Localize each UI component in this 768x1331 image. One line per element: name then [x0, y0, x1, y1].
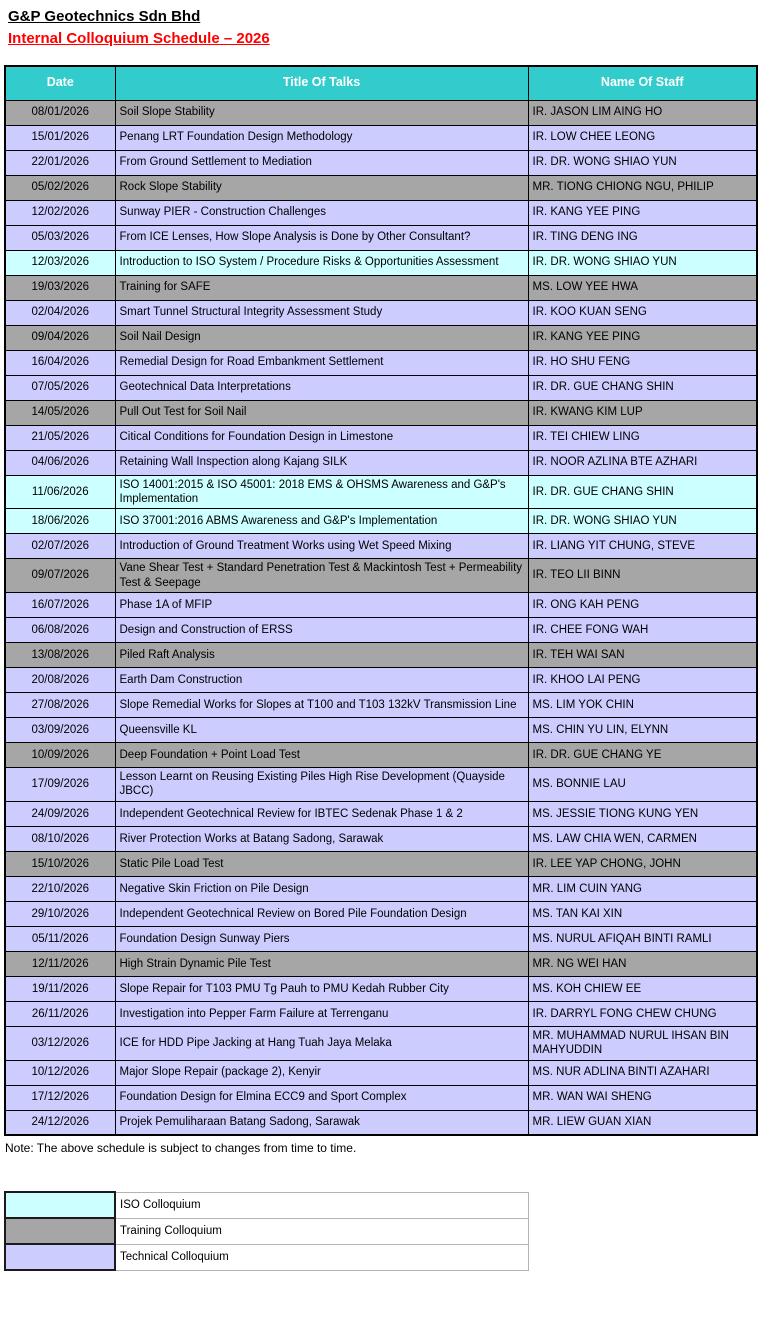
- staff-cell: MR. WAN WAI SHENG: [528, 1085, 757, 1110]
- table-row: [5, 425, 757, 450]
- date-cell: 06/08/2026: [5, 618, 115, 643]
- date-cell: 05/03/2026: [5, 225, 115, 250]
- title-cell: Vane Shear Test + Standard Penetration Test & Mackintosh Test + Permeability Test & Seepage: [115, 559, 528, 593]
- date-cell: 04/06/2026: [5, 450, 115, 475]
- table-row: [5, 618, 757, 643]
- table-row: [5, 200, 757, 225]
- table-row: [5, 926, 757, 951]
- column-header-date: Date: [5, 66, 115, 100]
- staff-cell: IR. DARRYL FONG CHEW CHUNG: [528, 1001, 757, 1026]
- table-row: [5, 1085, 757, 1110]
- table-row: [5, 100, 757, 125]
- title-cell: From ICE Lenses, How Slope Analysis is Done by Other Consultant?: [115, 225, 528, 250]
- table-row: [5, 1060, 757, 1085]
- table-row: [5, 976, 757, 1001]
- legend-table-body: [5, 1192, 528, 1270]
- date-cell: 27/08/2026: [5, 693, 115, 718]
- table-row: [5, 876, 757, 901]
- table-row: [5, 851, 757, 876]
- table-row: [5, 475, 757, 509]
- date-cell: 03/12/2026: [5, 1026, 115, 1060]
- legend-row: [5, 1244, 528, 1270]
- date-cell: 09/04/2026: [5, 325, 115, 350]
- staff-cell: IR. TEO LII BINN: [528, 559, 757, 593]
- date-cell: 09/07/2026: [5, 559, 115, 593]
- title-cell: Phase 1A of MFIP: [115, 593, 528, 618]
- legend-row: [5, 1192, 528, 1218]
- table-row: [5, 300, 757, 325]
- table-row: [5, 1110, 757, 1135]
- staff-cell: IR. DR. WONG SHIAO YUN: [528, 150, 757, 175]
- legend-label: Training Colloquium: [115, 1218, 528, 1244]
- staff-cell: IR. JASON LIM AING HO: [528, 100, 757, 125]
- staff-cell: MS. LIM YOK CHIN: [528, 693, 757, 718]
- column-header-row: [5, 66, 757, 100]
- title-cell: Slope Repair for T103 PMU Tg Pauh to PMU Kedah Rubber City: [115, 976, 528, 1001]
- table-row: [5, 901, 757, 926]
- date-cell: 15/01/2026: [5, 125, 115, 150]
- date-cell: 19/03/2026: [5, 275, 115, 300]
- title-cell: Independent Geotechnical Review on Bored Pile Foundation Design: [115, 901, 528, 926]
- table-row: [5, 826, 757, 851]
- staff-cell: MS. NURUL AFIQAH BINTI RAMLI: [528, 926, 757, 951]
- staff-cell: IR. DR. GUE CHANG SHIN: [528, 375, 757, 400]
- date-cell: 02/04/2026: [5, 300, 115, 325]
- staff-cell: IR. DR. GUE CHANG YE: [528, 743, 757, 768]
- staff-cell: IR. KOO KUAN SENG: [528, 300, 757, 325]
- date-cell: 24/12/2026: [5, 1110, 115, 1135]
- schedule-table-body: [5, 100, 757, 1135]
- table-row: [5, 400, 757, 425]
- title-cell: Piled Raft Analysis: [115, 643, 528, 668]
- table-row: [5, 743, 757, 768]
- staff-cell: MS. NUR ADLINA BINTI AZAHARI: [528, 1060, 757, 1085]
- staff-cell: IR. TEI CHIEW LING: [528, 425, 757, 450]
- staff-cell: MR. LIM CUIN YANG: [528, 876, 757, 901]
- document-header: [0, 0, 768, 48]
- title-cell: Sunway PIER - Construction Challenges: [115, 200, 528, 225]
- date-cell: 11/06/2026: [5, 475, 115, 509]
- legend-swatch-technical: [5, 1244, 115, 1270]
- staff-cell: IR. KANG YEE PING: [528, 325, 757, 350]
- title-cell: Deep Foundation + Point Load Test: [115, 743, 528, 768]
- date-cell: 21/05/2026: [5, 425, 115, 450]
- date-cell: 08/01/2026: [5, 100, 115, 125]
- title-cell: Foundation Design for Elmina ECC9 and Sport Complex: [115, 1085, 528, 1110]
- staff-cell: IR. LOW CHEE LEONG: [528, 125, 757, 150]
- title-cell: Pull Out Test for Soil Nail: [115, 400, 528, 425]
- staff-cell: IR. KANG YEE PING: [528, 200, 757, 225]
- title-cell: Design and Construction of ERSS: [115, 618, 528, 643]
- title-cell: ISO 37001:2016 ABMS Awareness and G&P's Implementation: [115, 509, 528, 534]
- title-cell: Smart Tunnel Structural Integrity Assessment Study: [115, 300, 528, 325]
- table-row: [5, 643, 757, 668]
- column-header-staff: Name Of Staff: [528, 66, 757, 100]
- date-cell: 05/11/2026: [5, 926, 115, 951]
- title-cell: Slope Remedial Works for Slopes at T100 and T103 132kV Transmission Line: [115, 693, 528, 718]
- table-row: [5, 509, 757, 534]
- title-cell: Independent Geotechnical Review for IBTEC Sedenak Phase 1 & 2: [115, 801, 528, 826]
- title-cell: Introduction of Ground Treatment Works using Wet Speed Mixing: [115, 534, 528, 559]
- company-title: G&P Geotechnics Sdn Bhd: [8, 8, 201, 25]
- table-row: [5, 150, 757, 175]
- table-row: [5, 125, 757, 150]
- staff-cell: MS. BONNIE LAU: [528, 768, 757, 802]
- staff-cell: MR. LIEW GUAN XIAN: [528, 1110, 757, 1135]
- table-row: [5, 593, 757, 618]
- staff-cell: IR. TEH WAI SAN: [528, 643, 757, 668]
- date-cell: 16/04/2026: [5, 350, 115, 375]
- table-row: [5, 375, 757, 400]
- staff-cell: IR. DR. GUE CHANG SHIN: [528, 475, 757, 509]
- legend-row: [5, 1218, 528, 1244]
- table-row: [5, 559, 757, 593]
- date-cell: 15/10/2026: [5, 851, 115, 876]
- legend-swatch-training: [5, 1218, 115, 1244]
- table-row: [5, 275, 757, 300]
- title-cell: ISO 14001:2015 & ISO 45001: 2018 EMS & OHSMS Awareness and G&P's Implementation: [115, 475, 528, 509]
- title-cell: Geotechnical Data Interpretations: [115, 375, 528, 400]
- date-cell: 13/08/2026: [5, 643, 115, 668]
- title-cell: Lesson Learnt on Reusing Existing Piles High Rise Development (Quayside JBCC): [115, 768, 528, 802]
- schedule-table: [4, 65, 758, 1136]
- date-cell: 22/10/2026: [5, 876, 115, 901]
- date-cell: 18/06/2026: [5, 509, 115, 534]
- staff-cell: IR. ONG KAH PENG: [528, 593, 757, 618]
- staff-cell: IR. DR. WONG SHIAO YUN: [528, 250, 757, 275]
- legend-label: Technical Colloquium: [115, 1244, 528, 1270]
- staff-cell: MS. LOW YEE HWA: [528, 275, 757, 300]
- title-cell: Soil Slope Stability: [115, 100, 528, 125]
- staff-cell: MR. TIONG CHIONG NGU, PHILIP: [528, 175, 757, 200]
- title-cell: River Protection Works at Batang Sadong, Sarawak: [115, 826, 528, 851]
- title-cell: Projek Pemuliharaan Batang Sadong, Sarawak: [115, 1110, 528, 1135]
- date-cell: 16/07/2026: [5, 593, 115, 618]
- staff-cell: MS. CHIN YU LIN, ELYNN: [528, 718, 757, 743]
- legend-table: [4, 1191, 529, 1271]
- title-cell: Introduction to ISO System / Procedure Risks & Opportunities Assessment: [115, 250, 528, 275]
- staff-cell: IR. DR. WONG SHIAO YUN: [528, 509, 757, 534]
- staff-cell: IR. HO SHU FENG: [528, 350, 757, 375]
- title-cell: Major Slope Repair (package 2), Kenyir: [115, 1060, 528, 1085]
- date-cell: 03/09/2026: [5, 718, 115, 743]
- staff-cell: IR. LEE YAP CHONG, JOHN: [528, 851, 757, 876]
- staff-cell: IR. KWANG KIM LUP: [528, 400, 757, 425]
- date-cell: 29/10/2026: [5, 901, 115, 926]
- date-cell: 19/11/2026: [5, 976, 115, 1001]
- staff-cell: IR. KHOO LAI PENG: [528, 668, 757, 693]
- date-cell: 07/05/2026: [5, 375, 115, 400]
- title-cell: Foundation Design Sunway Piers: [115, 926, 528, 951]
- schedule-title: Internal Colloquium Schedule – 2026: [8, 29, 270, 47]
- table-row: [5, 1001, 757, 1026]
- date-cell: 05/02/2026: [5, 175, 115, 200]
- staff-cell: MR. NG WEI HAN: [528, 951, 757, 976]
- table-row: [5, 250, 757, 275]
- table-row: [5, 668, 757, 693]
- table-row: [5, 951, 757, 976]
- date-cell: 02/07/2026: [5, 534, 115, 559]
- table-row: [5, 801, 757, 826]
- table-row: [5, 534, 757, 559]
- staff-cell: MS. KOH CHIEW EE: [528, 976, 757, 1001]
- title-cell: Citical Conditions for Foundation Design in Limestone: [115, 425, 528, 450]
- date-cell: 10/12/2026: [5, 1060, 115, 1085]
- title-cell: Queensville KL: [115, 718, 528, 743]
- note-text: Note: The above schedule is subject to changes from time to time.: [5, 1141, 357, 1155]
- table-row: [5, 1026, 757, 1060]
- legend-label: ISO Colloquium: [115, 1192, 528, 1218]
- title-cell: Training for SAFE: [115, 275, 528, 300]
- date-cell: 08/10/2026: [5, 826, 115, 851]
- title-cell: From Ground Settlement to Mediation: [115, 150, 528, 175]
- table-row: [5, 450, 757, 475]
- staff-cell: MS. TAN KAI XIN: [528, 901, 757, 926]
- date-cell: 24/09/2026: [5, 801, 115, 826]
- title-cell: Penang LRT Foundation Design Methodology: [115, 125, 528, 150]
- schedule-table-head: [5, 66, 757, 100]
- column-header-title: Title Of Talks: [115, 66, 528, 100]
- table-row: [5, 693, 757, 718]
- staff-cell: MR. MUHAMMAD NURUL IHSAN BIN MAHYUDDIN: [528, 1026, 757, 1060]
- table-row: [5, 718, 757, 743]
- staff-cell: MS. LAW CHIA WEN, CARMEN: [528, 826, 757, 851]
- title-cell: Negative Skin Friction on Pile Design: [115, 876, 528, 901]
- staff-cell: IR. CHEE FONG WAH: [528, 618, 757, 643]
- title-cell: ICE for HDD Pipe Jacking at Hang Tuah Jaya Melaka: [115, 1026, 528, 1060]
- title-cell: Remedial Design for Road Embankment Settlement: [115, 350, 528, 375]
- staff-cell: IR. LIANG YIT CHUNG, STEVE: [528, 534, 757, 559]
- date-cell: 12/11/2026: [5, 951, 115, 976]
- date-cell: 12/03/2026: [5, 250, 115, 275]
- title-cell: Retaining Wall Inspection along Kajang SILK: [115, 450, 528, 475]
- table-row: [5, 175, 757, 200]
- table-row: [5, 768, 757, 802]
- title-cell: Earth Dam Construction: [115, 668, 528, 693]
- title-cell: Soil Nail Design: [115, 325, 528, 350]
- staff-cell: IR. NOOR AZLINA BTE AZHARI: [528, 450, 757, 475]
- title-cell: High Strain Dynamic Pile Test: [115, 951, 528, 976]
- table-row: [5, 325, 757, 350]
- staff-cell: IR. TING DENG ING: [528, 225, 757, 250]
- date-cell: 17/09/2026: [5, 768, 115, 802]
- title-cell: Rock Slope Stability: [115, 175, 528, 200]
- table-row: [5, 350, 757, 375]
- table-row: [5, 225, 757, 250]
- date-cell: 22/01/2026: [5, 150, 115, 175]
- date-cell: 26/11/2026: [5, 1001, 115, 1026]
- date-cell: 14/05/2026: [5, 400, 115, 425]
- date-cell: 17/12/2026: [5, 1085, 115, 1110]
- date-cell: 12/02/2026: [5, 200, 115, 225]
- legend-swatch-iso: [5, 1192, 115, 1218]
- title-cell: Investigation into Pepper Farm Failure at Terrenganu: [115, 1001, 528, 1026]
- date-cell: 10/09/2026: [5, 743, 115, 768]
- title-cell: Static Pile Load Test: [115, 851, 528, 876]
- staff-cell: MS. JESSIE TIONG KUNG YEN: [528, 801, 757, 826]
- date-cell: 20/08/2026: [5, 668, 115, 693]
